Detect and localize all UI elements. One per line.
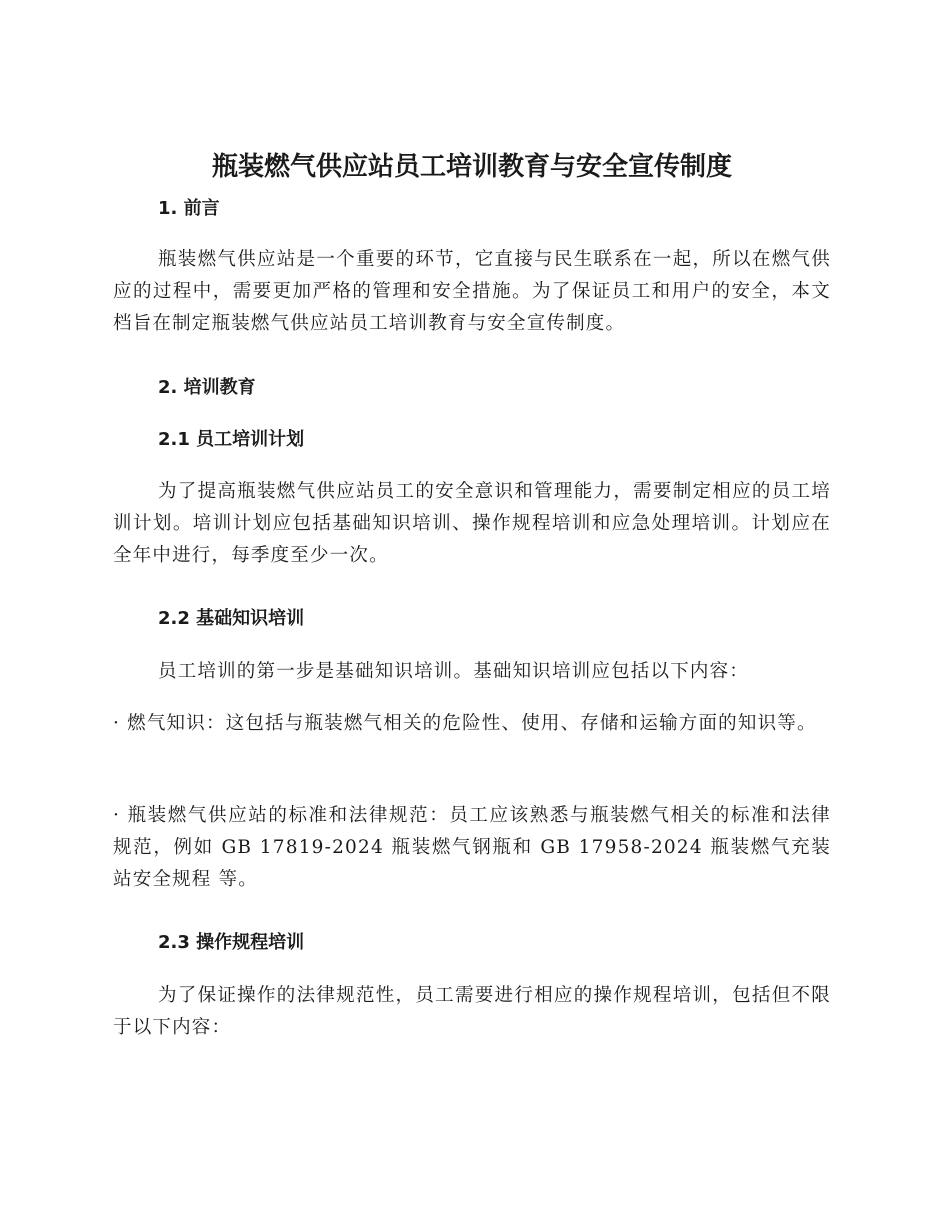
training-plan-paragraph: 为了提高瓶装燃气供应站员工的安全意识和管理能力，需要制定相应的员工培训计划。培训计划应包括基础知识培训、操作规程培训和应急处理培训。计划应在全年中进行，每季度至少一次。 (113, 481, 831, 566)
document-title: 瓶装燃气供应站员工培训教育与安全宣传制度 (211, 152, 732, 182)
bullet-item-gas-knowledge: · 燃气知识：这包括与瓶装燃气相关的危险性、使用、存储和运输方面的知识等。 (113, 713, 817, 734)
bullet-item-standards: · 瓶装燃气供应站的标准和法律规范：员工应该熟悉与瓶装燃气相关的标准和法律规范，例如 GB 17819-2024 瓶装燃气钢瓶和 GB 17958-2024 瓶装燃气充装站安全规程 等。 (113, 805, 831, 890)
section-heading-training: 2. 培训教育 (158, 377, 256, 398)
preface-paragraph: 瓶装燃气供应站是一个重要的环节，它直接与民生联系在一起，所以在燃气供应的过程中，需要更加严格的管理和安全措施。为了保证员工和用户的安全，本文档旨在制定瓶装燃气供应站员工培训教育与安全宣传制度。 (113, 249, 831, 334)
basic-knowledge-paragraph: 员工培训的第一步是基础知识培训。基础知识培训应包括以下内容： (158, 661, 750, 682)
section-heading-basic-knowledge: 2.2 基础知识培训 (158, 608, 305, 629)
operation-rules-paragraph: 为了保证操作的法律规范性，员工需要进行相应的操作规程培训，包括但不限于以下内容： (113, 985, 831, 1038)
section-heading-training-plan: 2.1 员工培训计划 (158, 429, 305, 450)
section-heading-preface: 1. 前言 (158, 198, 220, 219)
section-heading-operation-rules: 2.3 操作规程培训 (158, 932, 305, 953)
